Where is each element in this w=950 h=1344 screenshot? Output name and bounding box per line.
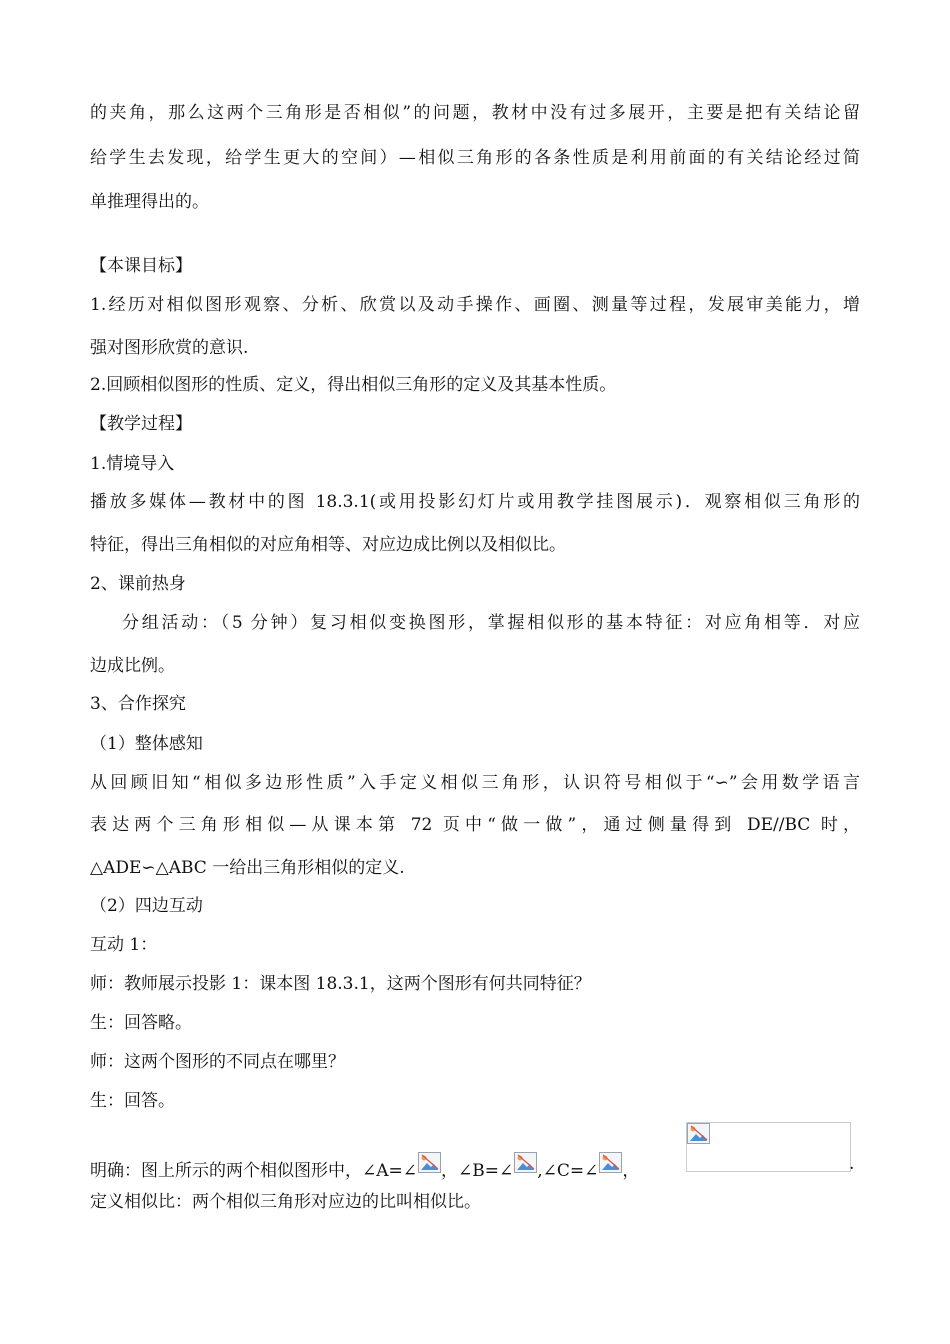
broken-image-placeholder	[686, 1122, 851, 1172]
paragraph-line: 播放多媒体—教材中的图 18.3.1(或用投影幻灯片或用教学挂图展示)．观察相似三角形的	[90, 492, 860, 512]
paragraph-line: 边成比例。	[90, 656, 175, 676]
paragraph-line: 分组活动：（5 分钟）复习相似变换图形，掌握相似形的基本特征：对应角相等．对应	[122, 613, 860, 633]
subsection-title: 1.情境导入	[90, 454, 175, 474]
angle-a-text: ∠A=∠	[362, 1161, 418, 1181]
goal-1-line: 1.经历对相似图形观察、分析、欣赏以及动手操作、画圈、测量等过程，发展审美能力，增	[90, 295, 860, 315]
clarify-end-mark: .	[849, 1154, 855, 1174]
goal-2: 2.回顾相似图形的性质、定义，得出相似三角形的定义及其基本性质。	[90, 375, 617, 395]
paragraph-line: 给学生去发现，给学生更大的空间）—相似三角形的各条性质是利用前面的有关结论经过简	[90, 148, 860, 168]
subsection-title: 3、合作探究	[90, 694, 186, 714]
separator: ，	[622, 1161, 640, 1181]
broken-image-icon	[418, 1152, 441, 1173]
clarify-line	[90, 1152, 690, 1183]
angle-c-text: ∠C=∠	[542, 1161, 599, 1181]
dialogue-line: 师：这两个图形的不同点在哪里？	[90, 1052, 345, 1072]
subsection-title: （2）四边互动	[90, 896, 203, 916]
paragraph-line: 单推理得出的。	[90, 192, 209, 212]
paragraph-line: △ADE∽△ABC 一给出三角形相似的定义.	[90, 858, 405, 878]
paragraph-line: 表达两个三角形相似—从课本第 72 页中“做一做”，通过侧量得到 DE//BC 时，	[90, 815, 860, 835]
dialogue-line: 生：回答。	[90, 1091, 175, 1111]
clarify-prefix: 明确：图上所示的两个相似图形中，	[90, 1161, 362, 1181]
separator: ，	[441, 1161, 459, 1181]
broken-image-icon	[514, 1152, 537, 1173]
broken-image-icon	[599, 1152, 622, 1173]
subsection-title: 2、课前热身	[90, 574, 186, 594]
broken-image-icon	[687, 1123, 710, 1144]
goal-1-line: 强对图形欣赏的意识.	[90, 338, 249, 358]
angle-b-text: ∠B=∠	[458, 1161, 514, 1181]
section-heading-process: 【教学过程】	[90, 414, 192, 434]
section-heading-goals: 【本课目标】	[90, 256, 192, 276]
paragraph-line: 从回顾旧知“相似多边形性质”入手定义相似三角形，认识符号相似于“∽”会用数学语言	[90, 773, 860, 793]
dialogue-line: 师：教师展示投影 1：课本图 18.3.1，这两个图形有何共同特征？	[90, 974, 591, 994]
subsection-title: （1）整体感知	[90, 734, 203, 754]
dialogue-line: 互动 1：	[90, 935, 158, 955]
dialogue-line: 生：回答略。	[90, 1013, 192, 1033]
definition-line: 定义相似比：两个相似三角形对应边的比叫相似比。	[90, 1192, 481, 1212]
paragraph-line: 的夹角，那么这两个三角形是否相似”的问题，教材中没有过多展开，主要是把有关结论留	[90, 103, 860, 123]
separator: ,	[537, 1161, 543, 1181]
paragraph-line: 特征，得出三角相似的对应角相等、对应边成比例以及相似比。	[90, 535, 566, 555]
